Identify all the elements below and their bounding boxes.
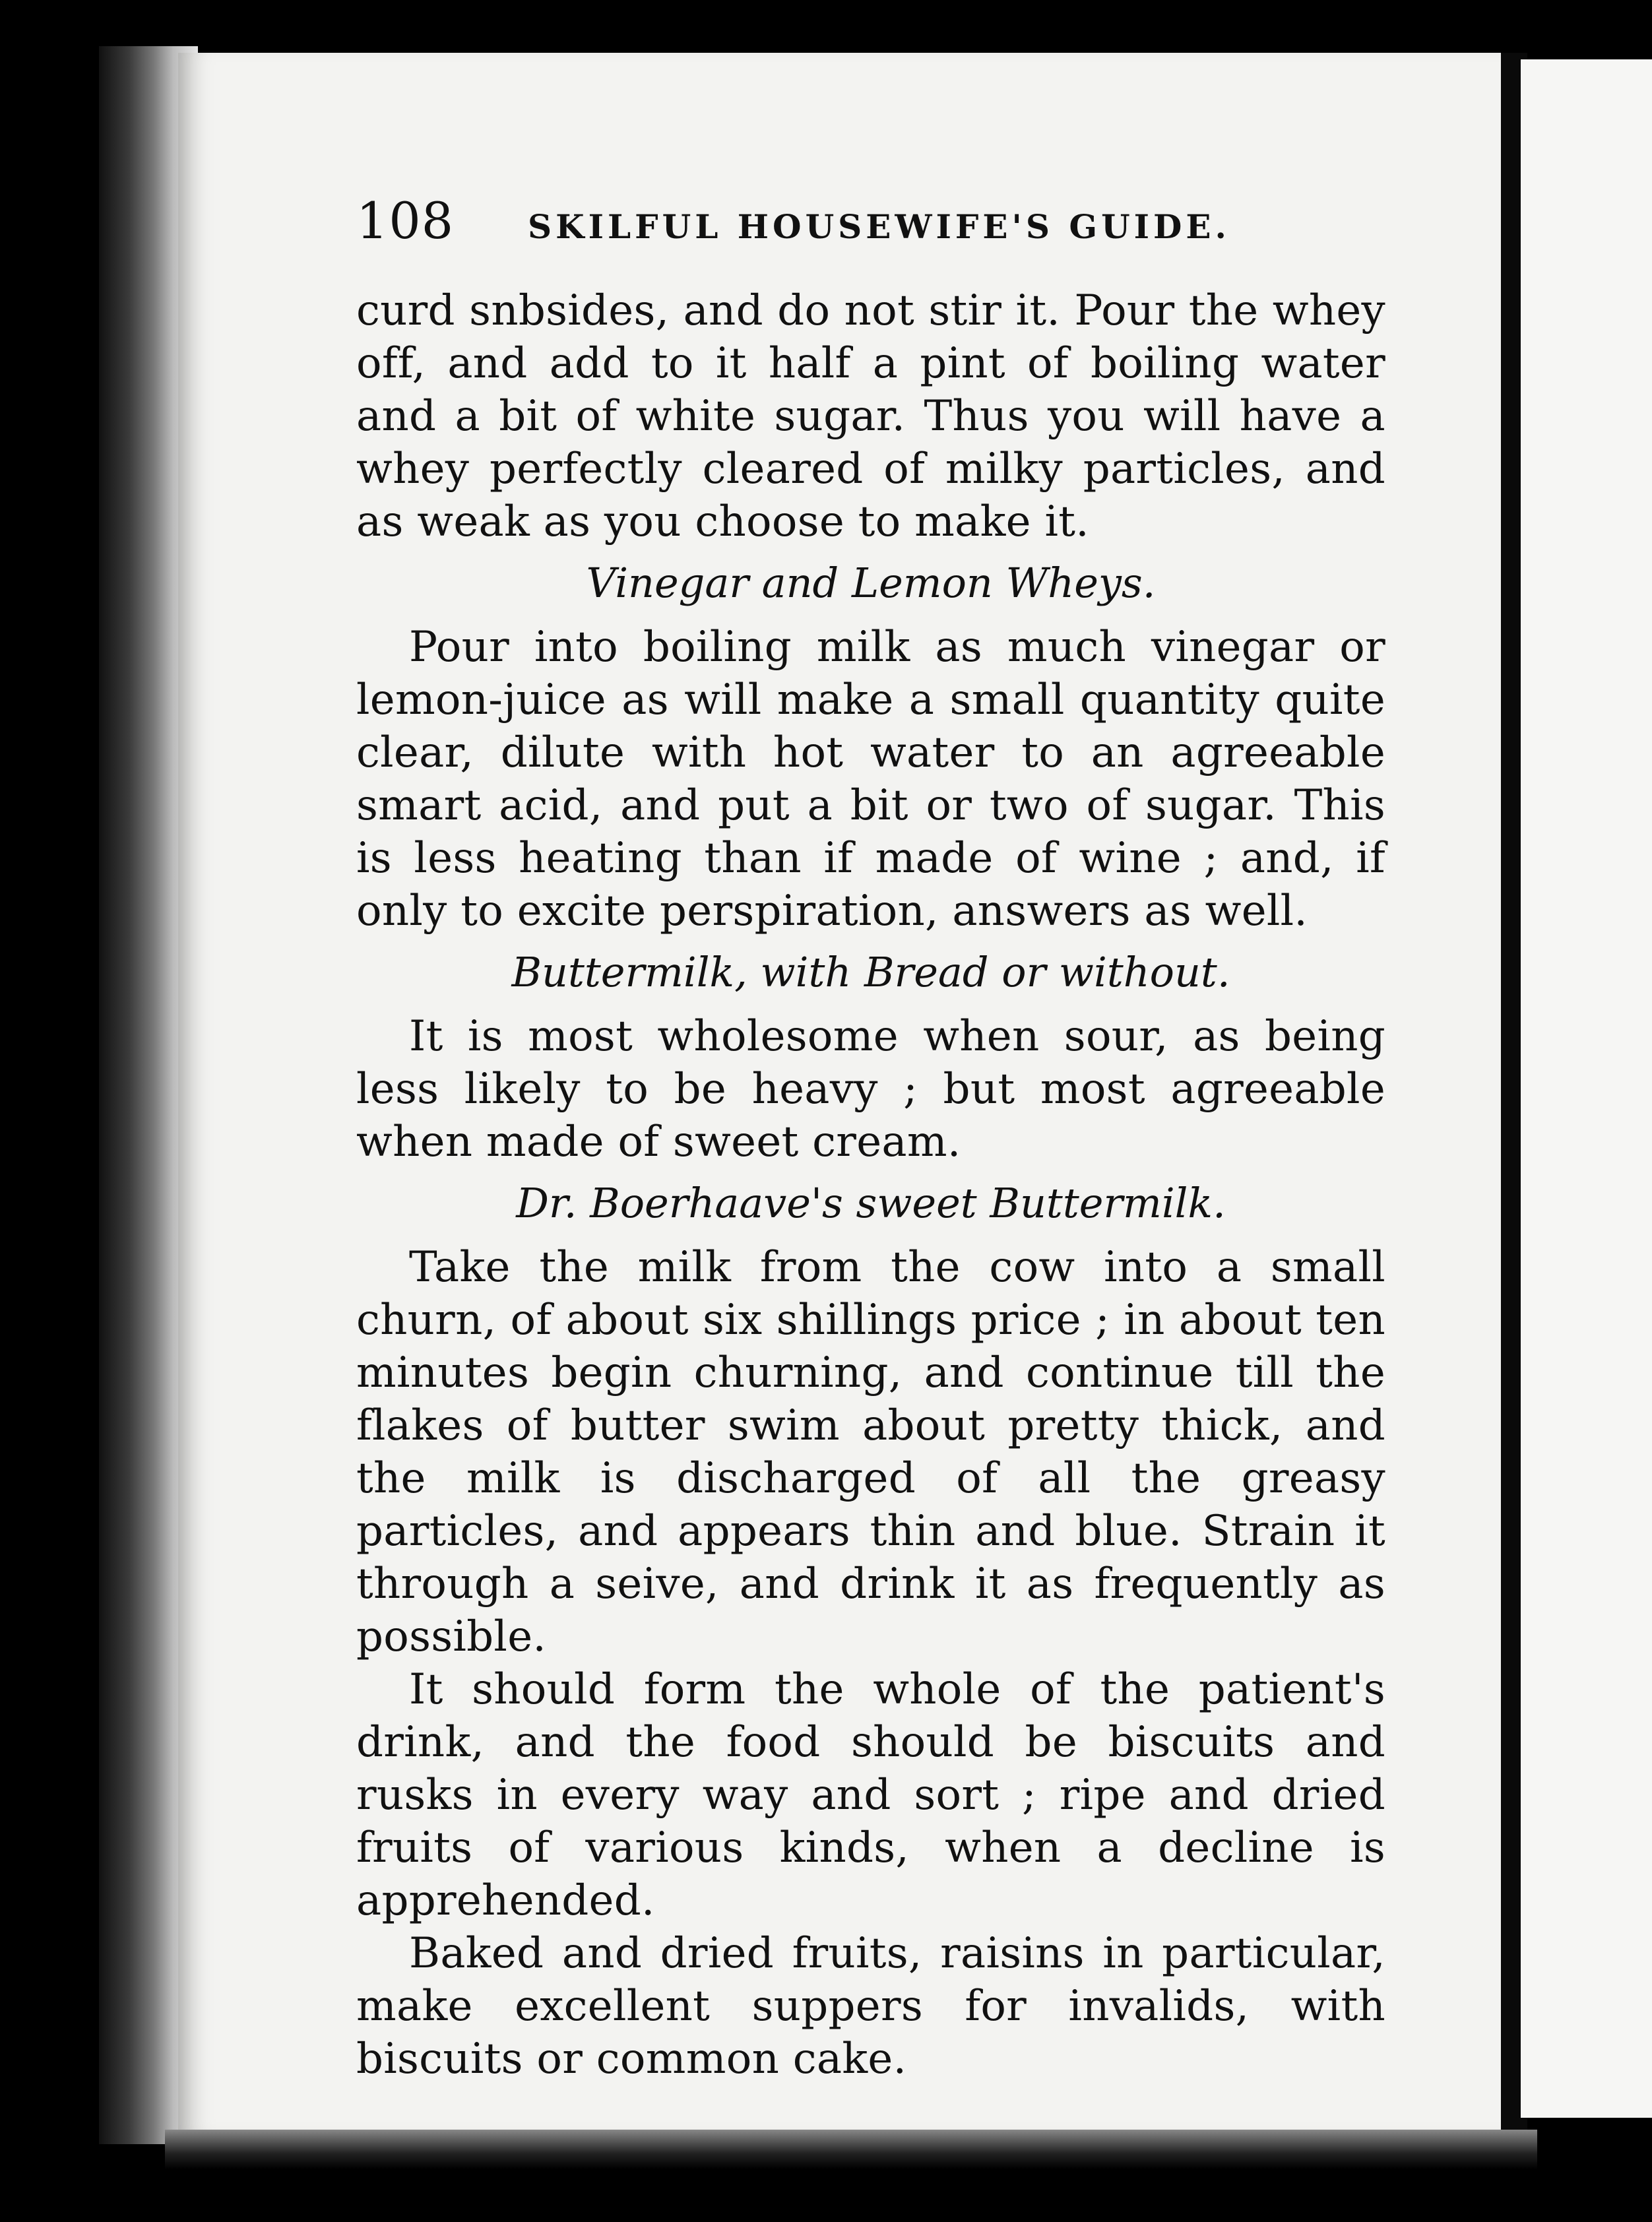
paragraph-buttermilk: It is most wholesome when sour, as being less likely to be heavy ; but most agreeable when made of sweet cream. [356,1012,1385,1166]
heading-vinegar-lemon-wheys: Vinegar and Lemon Wheys. [586,559,1156,607]
page-number: 108 [356,191,455,250]
paragraph-vinegar-wheys: Pour into boiling milk as much vinegar or lemon-juice as will make a small quantity quite clear, dilute with hot water to an agreeable smart acid, and put a bit or two of sugar. This is less heating than if made of wine ; and, if only to excite perspiration, answers as well. [356,623,1385,936]
heading-boerhaave-buttermilk: Dr. Boerhaave's sweet Buttermilk. [516,1179,1226,1227]
book-bottom-edge [165,2130,1537,2169]
running-head [356,191,1385,250]
heading-buttermilk: Buttermilk, with Bread or without. [511,948,1230,996]
paragraph-boerhaave-2: It should form the whole of the patient's drink, and the food should be biscuits and rusks in every way and sort ; ripe and dried fruits of various kinds, when a decline is apprehended. [356,1665,1385,1925]
paragraph-boerhaave-3: Baked and dried fruits, raisins in particular, make excellent suppers for invalids, with biscuits or common cake. [356,1929,1385,2083]
page-content [356,191,1385,2085]
running-title: SKILFUL HOUSEWIFE'S GUIDE. [528,207,1230,246]
facing-page-edge [1521,59,1652,2118]
paragraph-boerhaave-1: Take the milk from the cow into a small churn, of about six shillings price ; in about ten minutes begin churning, and continue till the flakes of butter swim about pretty thick, and the milk is discharged of all the greasy particles, and appears thin and blue. Strain it through a seive, and drink it as frequently as possible. [356,1243,1385,1661]
paragraph-continuation: curd snbsides, and do not stir it. Pour the whey off, and add to it half a pint of boiling water and a bit of white sugar. Thus you will have a whey perfectly cleared of milky particles, and as weak as you choose to make it. [356,286,1385,546]
